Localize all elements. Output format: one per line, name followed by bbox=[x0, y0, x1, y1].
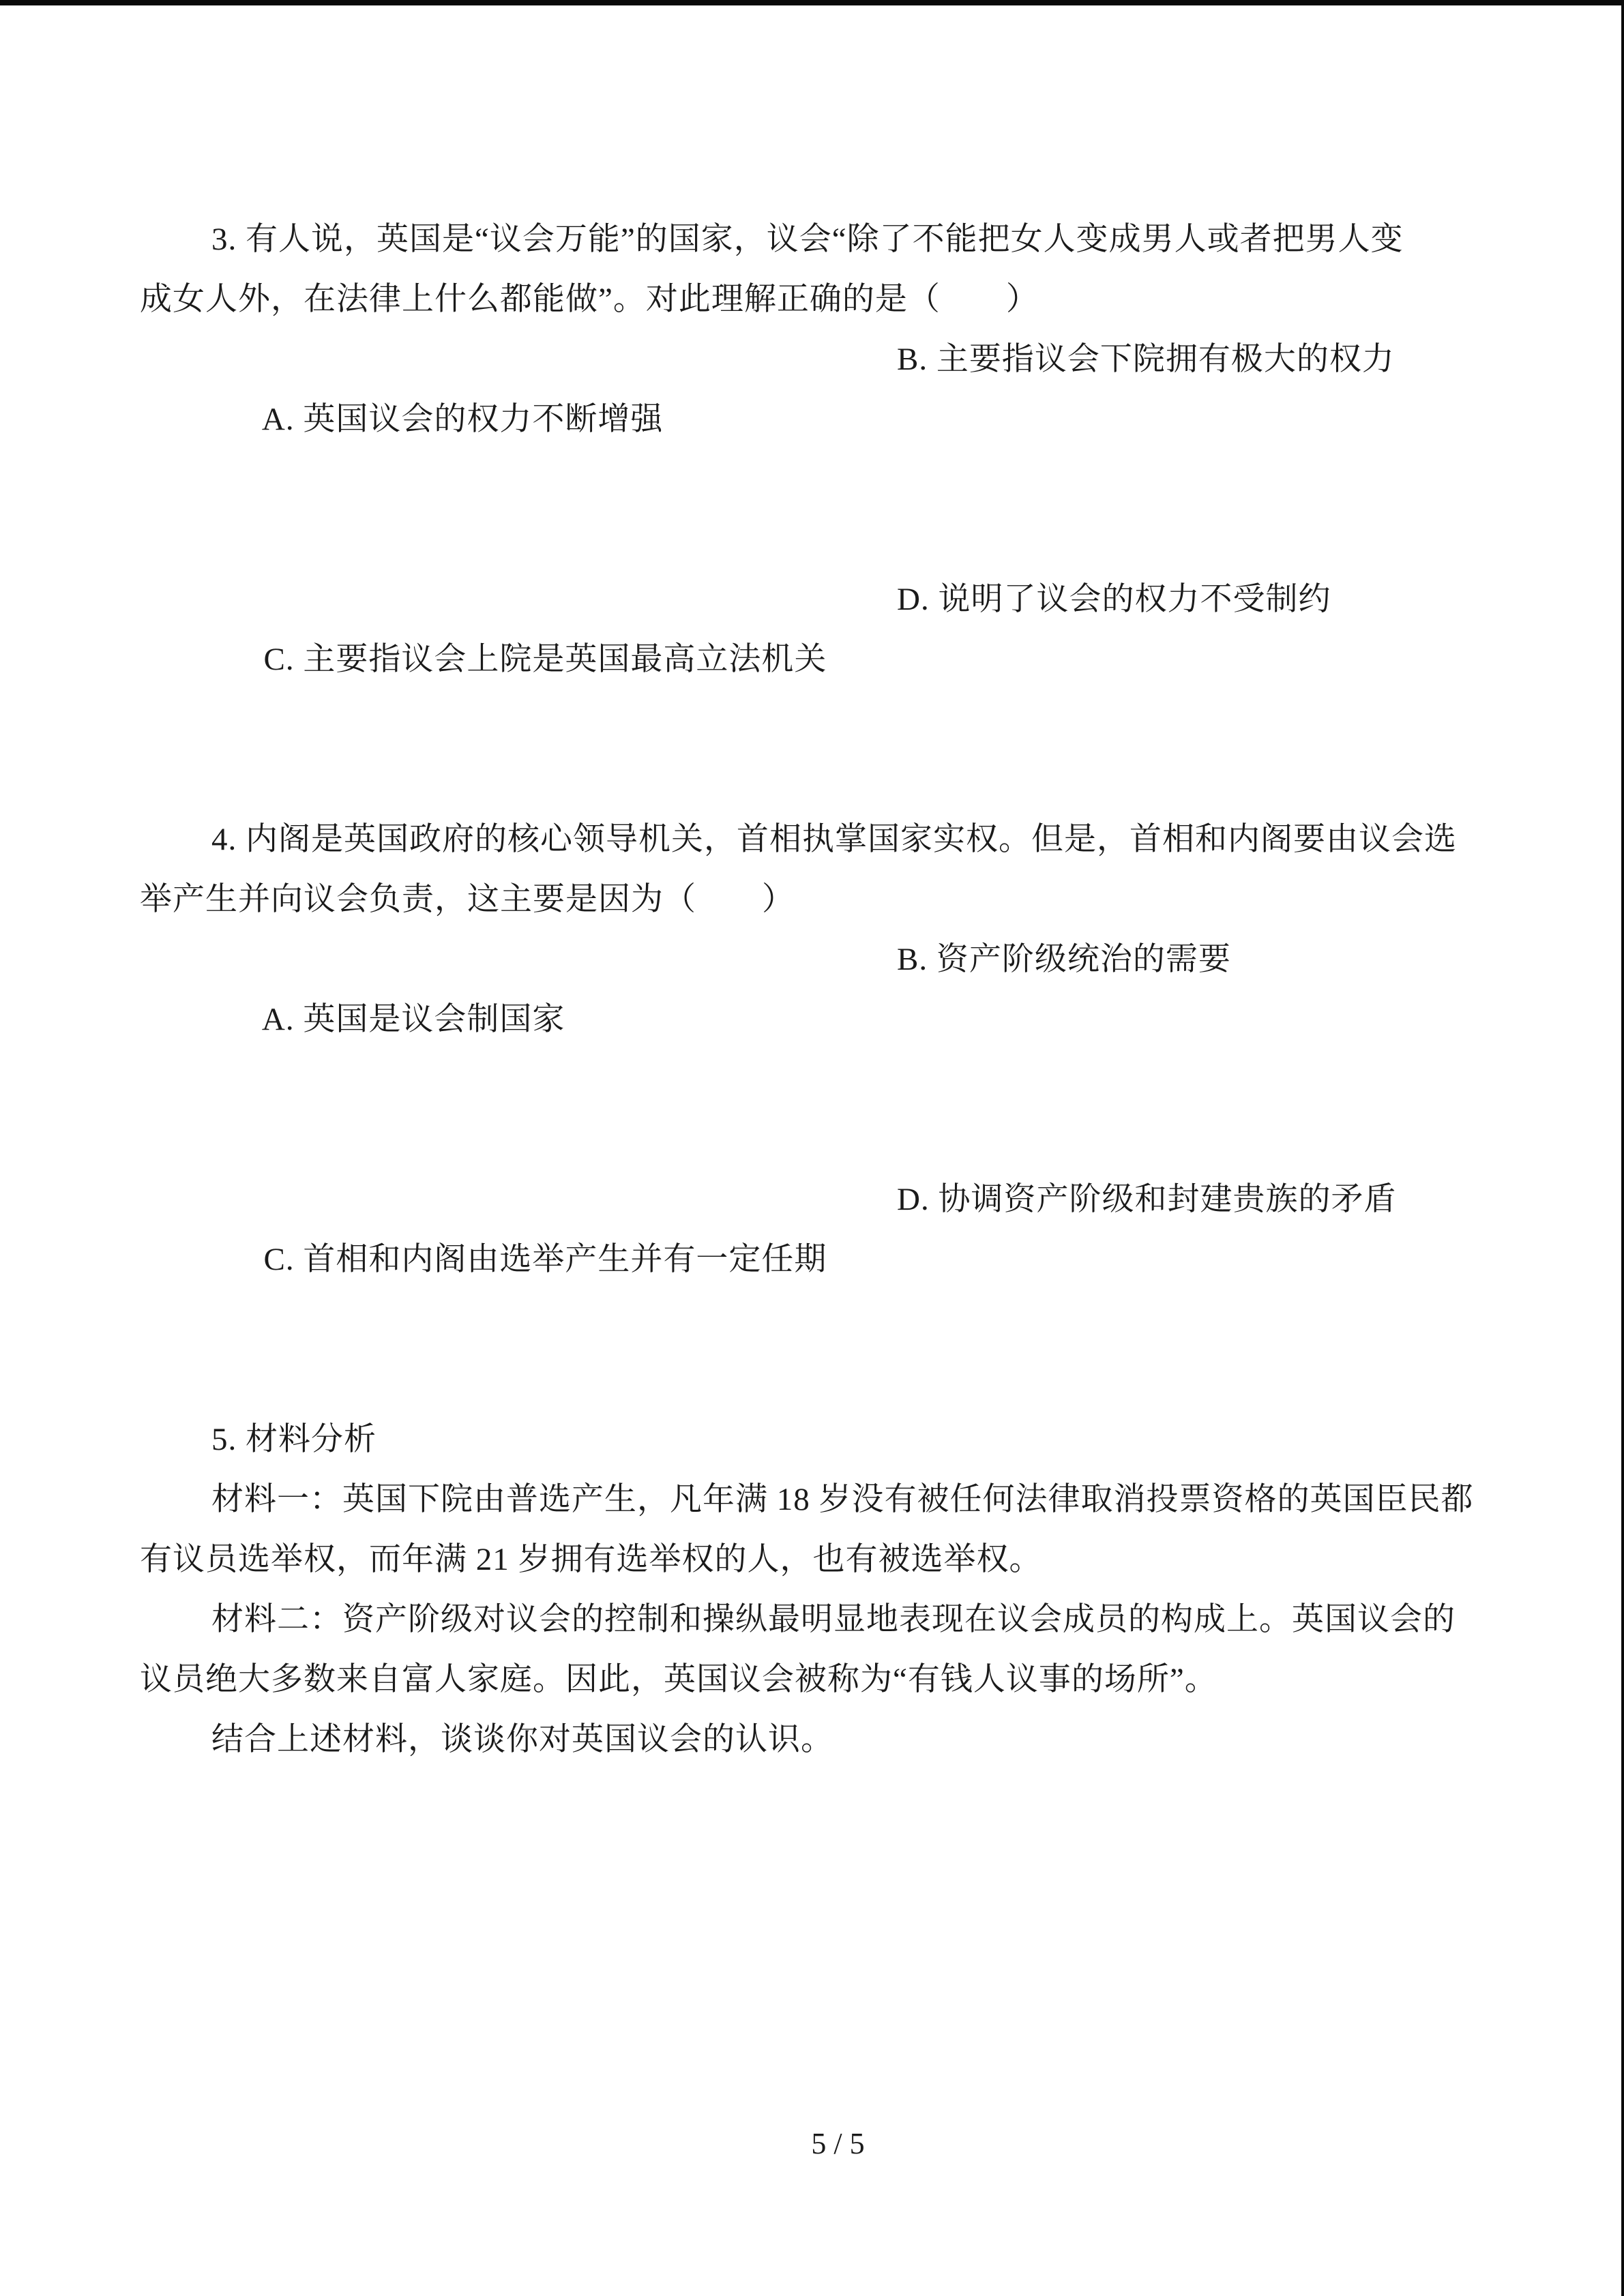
question-4-option-c: C. 首相和内阁由选举产生并有一定任期 bbox=[263, 1242, 827, 1277]
question-3-option-c: C. 主要指议会上院是英国最高立法机关 bbox=[263, 642, 827, 677]
question-5-material-2-line-1: 材料二：资产阶级对议会的控制和操纵最明显地表现在议会成员的构成上。英国议会的 bbox=[211, 1602, 1456, 1637]
question-4-options-row-cd bbox=[140, 1169, 1490, 1410]
question-3-option-a: A. 英国议会的权力不断增强 bbox=[261, 402, 664, 437]
right-border-rule bbox=[1621, 0, 1624, 2296]
question-5-material-2-line-2: 议员绝大多数来自富人家庭。因此，英国议会被称为“有钱人议事的场所”。 bbox=[140, 1662, 1217, 1697]
question-4-options-row-ab bbox=[140, 929, 1490, 1169]
question-5-heading: 5. 材料分析 bbox=[211, 1422, 377, 1457]
document-body bbox=[140, 209, 1490, 1770]
question-4-option-d: D. 协调资产阶级和封建贵族的矛盾 bbox=[897, 1182, 1397, 1217]
top-border-rule bbox=[0, 0, 1624, 5]
page-number: 5 / 5 bbox=[811, 2127, 865, 2160]
question-3-stem-line-2: 成女人外，在法律上什么都能做”。对此理解正确的是（ ） bbox=[140, 282, 1039, 317]
question-3-option-d: D. 说明了议会的权力不受制约 bbox=[897, 582, 1331, 617]
question-4-stem-line-2: 举产生并向议会负责，这主要是因为（ ） bbox=[140, 882, 795, 917]
question-3-options-row-cd bbox=[140, 569, 1490, 809]
question-3-stem-line-1: 3. 有人说，英国是“议会万能”的国家，议会“除了不能把女人变成男人或者把男人变 bbox=[211, 222, 1404, 257]
question-3-option-b: B. 主要指议会下院拥有极大的权力 bbox=[897, 342, 1395, 377]
question-5-material-1-line-1: 材料一：英国下院由普选产生，凡年满 18 岁没有被任何法律取消投票资格的英国臣民都 bbox=[211, 1482, 1474, 1517]
question-4-option-b: B. 资产阶级统治的需要 bbox=[897, 942, 1231, 977]
question-4-option-a: A. 英国是议会制国家 bbox=[261, 1002, 565, 1037]
question-3-options-row-ab bbox=[140, 329, 1490, 569]
question-5-task-line: 结合上述材料，谈谈你对英国议会的认识。 bbox=[211, 1722, 833, 1757]
question-4-stem-line-1: 4. 内阁是英国政府的核心领导机关，首相执掌国家实权。但是，首相和内阁要由议会选 bbox=[211, 822, 1457, 857]
question-5-material-1-line-2: 有议员选举权，而年满 21 岁拥有选举权的人，也有被选举权。 bbox=[140, 1542, 1042, 1577]
